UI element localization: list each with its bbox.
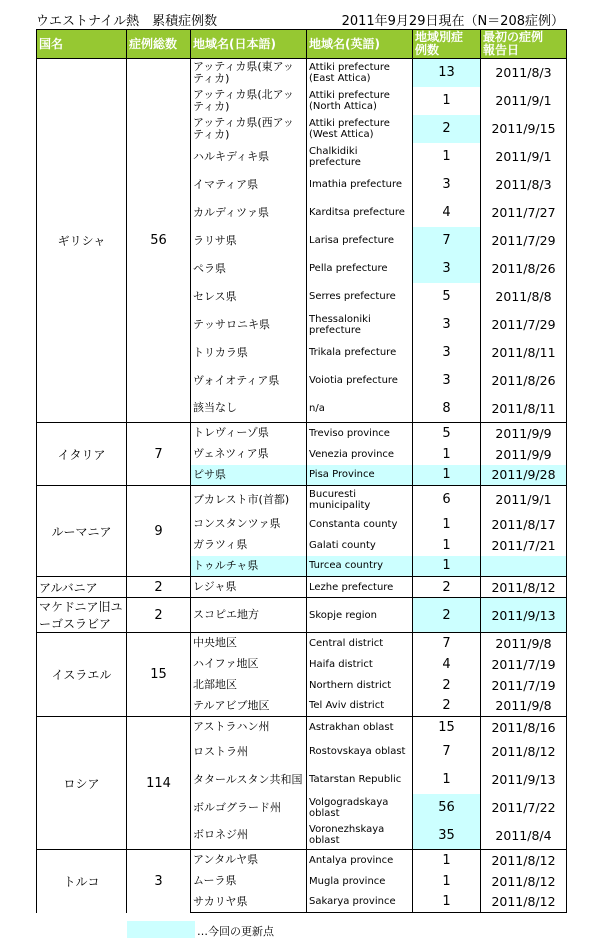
- region-jp-cell: サカリヤ県: [191, 892, 307, 913]
- region-jp-cell: トリカラ県: [191, 339, 307, 367]
- header-region-count: [413, 30, 481, 59]
- first-report-cell: 2011/8/12: [481, 577, 567, 598]
- region-count-cell: 1: [413, 556, 481, 577]
- region-count-cell: 2: [413, 598, 481, 633]
- header-first-report: [481, 30, 567, 59]
- header-first-report-line2: 報告日: [483, 43, 520, 57]
- first-report-cell: 2011/7/27: [481, 199, 567, 227]
- first-report-cell: 2011/9/28: [481, 465, 567, 486]
- country-cell: ギリシャ: [37, 59, 127, 423]
- region-en-cell: n/a: [307, 395, 413, 423]
- region-count-cell: 1: [413, 766, 481, 794]
- region-en-cell: Antalya province: [307, 850, 413, 871]
- as-of-date: 2011年9月29日現在（N＝208症例）: [341, 14, 564, 29]
- region-jp-cell: テッサロニキ県: [191, 311, 307, 339]
- first-report-cell: 2011/8/17: [481, 514, 567, 535]
- country-cell: マケドニア旧ユーゴスラビア: [37, 598, 127, 633]
- header-row: [37, 30, 567, 59]
- region-jp-cell: ヴォイオティア県: [191, 367, 307, 395]
- region-jp-cell: カルディツァ県: [191, 199, 307, 227]
- region-jp-cell: テルアビブ地区: [191, 696, 307, 717]
- first-report-cell: 2011/9/1: [481, 87, 567, 115]
- region-count-cell: 35: [413, 822, 481, 850]
- header-region-en: 地域名(英語): [307, 30, 413, 59]
- first-report-cell: 2011/7/19: [481, 675, 567, 696]
- total-cases-cell: 2: [127, 577, 191, 598]
- region-en-cell: Attiki prefecture (East Attica): [307, 59, 413, 87]
- region-jp-cell: スコピエ地方: [191, 598, 307, 633]
- header-region-jp: 地域名(日本語): [191, 30, 307, 59]
- region-count-cell: 56: [413, 794, 481, 822]
- table-row: [37, 850, 567, 871]
- country-cell: ロシア: [37, 717, 127, 850]
- region-en-cell: Voiotia prefecture: [307, 367, 413, 395]
- region-en-cell: Venezia province: [307, 444, 413, 465]
- first-report-cell: 2011/8/3: [481, 171, 567, 199]
- region-jp-cell: ペラ県: [191, 255, 307, 283]
- region-count-cell: 1: [413, 850, 481, 871]
- region-en-cell: Turcea country: [307, 556, 413, 577]
- first-report-cell: 2011/9/13: [481, 598, 567, 633]
- header-total: 症例総数: [127, 30, 191, 59]
- first-report-cell: 2011/9/8: [481, 633, 567, 654]
- region-count-cell: 2: [413, 675, 481, 696]
- first-report-cell: 2011/9/9: [481, 423, 567, 444]
- header-region-count-line2: 例数: [415, 43, 440, 57]
- region-count-cell: 1: [413, 143, 481, 171]
- first-report-cell: [481, 556, 567, 577]
- table-row: [37, 717, 567, 738]
- first-report-cell: 2011/8/11: [481, 395, 567, 423]
- region-en-cell: Rostovskaya oblast: [307, 738, 413, 766]
- region-count-cell: 8: [413, 395, 481, 423]
- region-en-cell: Galati county: [307, 535, 413, 556]
- first-report-cell: 2011/8/26: [481, 367, 567, 395]
- region-count-cell: 2: [413, 696, 481, 717]
- region-jp-cell: アッティカ県(西アッティカ): [191, 115, 307, 143]
- region-en-cell: Volgogradskaya oblast: [307, 794, 413, 822]
- region-count-cell: 1: [413, 465, 481, 486]
- first-report-cell: 2011/8/11: [481, 339, 567, 367]
- region-en-cell: Karditsa prefecture: [307, 199, 413, 227]
- first-report-cell: 2011/9/1: [481, 486, 567, 514]
- country-cell: ルーマニア: [37, 486, 127, 577]
- region-en-cell: Astrakhan oblast: [307, 717, 413, 738]
- region-count-cell: 7: [413, 738, 481, 766]
- table-title: ウエストナイル熱 累積症例数: [36, 14, 218, 29]
- region-jp-cell: セレス県: [191, 283, 307, 311]
- region-jp-cell: イマティア県: [191, 171, 307, 199]
- first-report-cell: 2011/8/12: [481, 871, 567, 892]
- region-en-cell: Pisa Province: [307, 465, 413, 486]
- region-count-cell: 5: [413, 283, 481, 311]
- region-en-cell: Voronezhskaya oblast: [307, 822, 413, 850]
- legend-swatch: [127, 921, 195, 938]
- first-report-cell: 2011/8/12: [481, 850, 567, 871]
- region-jp-cell: ハイファ地区: [191, 654, 307, 675]
- table-row: [37, 59, 567, 87]
- region-en-cell: Thessaloniki prefecture: [307, 311, 413, 339]
- region-jp-cell: トゥルチャ県: [191, 556, 307, 577]
- region-jp-cell: ヴェネツィア県: [191, 444, 307, 465]
- first-report-cell: 2011/7/29: [481, 311, 567, 339]
- region-count-cell: 3: [413, 339, 481, 367]
- legend-text: …今回の更新点: [197, 925, 274, 938]
- region-en-cell: Lezhe prefecture: [307, 577, 413, 598]
- country-cell: イスラエル: [37, 633, 127, 717]
- region-jp-cell: 該当なし: [191, 395, 307, 423]
- region-count-cell: 2: [413, 577, 481, 598]
- region-jp-cell: アンタルヤ県: [191, 850, 307, 871]
- region-en-cell: Central district: [307, 633, 413, 654]
- region-en-cell: Sakarya province: [307, 892, 413, 913]
- header-region-count-line1: 地域別症: [415, 30, 464, 44]
- region-en-cell: Pella prefecture: [307, 255, 413, 283]
- first-report-cell: 2011/8/12: [481, 738, 567, 766]
- region-en-cell: Northern district: [307, 675, 413, 696]
- region-jp-cell: タタールスタン共和国: [191, 766, 307, 794]
- region-jp-cell: アッティカ県(北アッティカ): [191, 87, 307, 115]
- total-cases-cell: 56: [127, 59, 191, 423]
- region-jp-cell: ムーラ県: [191, 871, 307, 892]
- region-jp-cell: ボルゴグラード州: [191, 794, 307, 822]
- first-report-cell: 2011/7/19: [481, 654, 567, 675]
- region-en-cell: Tel Aviv district: [307, 696, 413, 717]
- region-count-cell: 1: [413, 444, 481, 465]
- total-cases-cell: 114: [127, 717, 191, 850]
- region-jp-cell: ピサ県: [191, 465, 307, 486]
- first-report-cell: 2011/9/13: [481, 766, 567, 794]
- cases-table: [36, 29, 567, 913]
- region-en-cell: Treviso province: [307, 423, 413, 444]
- region-jp-cell: アストラハン州: [191, 717, 307, 738]
- region-en-cell: Tatarstan Republic: [307, 766, 413, 794]
- region-count-cell: 7: [413, 227, 481, 255]
- table-row: [37, 486, 567, 514]
- region-en-cell: Skopje region: [307, 598, 413, 633]
- legend: [127, 921, 397, 939]
- region-jp-cell: トレヴィーゾ県: [191, 423, 307, 444]
- region-count-cell: 1: [413, 535, 481, 556]
- first-report-cell: 2011/8/4: [481, 822, 567, 850]
- table-body: [37, 59, 567, 913]
- region-jp-cell: ロストラ州: [191, 738, 307, 766]
- region-count-cell: 1: [413, 87, 481, 115]
- first-report-cell: 2011/7/22: [481, 794, 567, 822]
- region-jp-cell: ハルキディキ県: [191, 143, 307, 171]
- first-report-cell: 2011/7/29: [481, 227, 567, 255]
- table-row: [37, 633, 567, 654]
- first-report-cell: 2011/7/21: [481, 535, 567, 556]
- region-en-cell: Bucuresti municipality: [307, 486, 413, 514]
- first-report-cell: 2011/8/26: [481, 255, 567, 283]
- first-report-cell: 2011/9/1: [481, 143, 567, 171]
- region-en-cell: Chalkidiki prefecture: [307, 143, 413, 171]
- region-en-cell: Mugla province: [307, 871, 413, 892]
- region-count-cell: 13: [413, 59, 481, 87]
- region-en-cell: Imathia prefecture: [307, 171, 413, 199]
- first-report-cell: 2011/9/8: [481, 696, 567, 717]
- region-count-cell: 3: [413, 311, 481, 339]
- country-cell: イタリア: [37, 423, 127, 486]
- region-en-cell: Constanta county: [307, 514, 413, 535]
- first-report-cell: 2011/9/15: [481, 115, 567, 143]
- total-cases-cell: 3: [127, 850, 191, 913]
- region-jp-cell: ボロネジ州: [191, 822, 307, 850]
- table-row: [37, 598, 567, 633]
- region-en-cell: Attiki prefecture (West Attica): [307, 115, 413, 143]
- region-jp-cell: 北部地区: [191, 675, 307, 696]
- country-cell: アルバニア: [37, 577, 127, 598]
- title-bar: [36, 8, 566, 28]
- region-count-cell: 7: [413, 633, 481, 654]
- total-cases-cell: 2: [127, 598, 191, 633]
- region-count-cell: 5: [413, 423, 481, 444]
- region-jp-cell: レジャ県: [191, 577, 307, 598]
- region-count-cell: 3: [413, 171, 481, 199]
- first-report-cell: 2011/8/12: [481, 892, 567, 913]
- first-report-cell: 2011/9/9: [481, 444, 567, 465]
- total-cases-cell: 9: [127, 486, 191, 577]
- region-count-cell: 3: [413, 367, 481, 395]
- country-cell: トルコ: [37, 850, 127, 913]
- region-en-cell: Trikala prefecture: [307, 339, 413, 367]
- region-count-cell: 4: [413, 199, 481, 227]
- table-row: [37, 577, 567, 598]
- region-count-cell: 1: [413, 871, 481, 892]
- region-en-cell: Haifa district: [307, 654, 413, 675]
- region-count-cell: 1: [413, 892, 481, 913]
- total-cases-cell: 7: [127, 423, 191, 486]
- region-jp-cell: コンスタンツァ県: [191, 514, 307, 535]
- total-cases-cell: 15: [127, 633, 191, 717]
- first-report-cell: 2011/8/8: [481, 283, 567, 311]
- region-count-cell: 1: [413, 514, 481, 535]
- region-count-cell: 2: [413, 115, 481, 143]
- table-row: [37, 423, 567, 444]
- region-count-cell: 15: [413, 717, 481, 738]
- region-count-cell: 4: [413, 654, 481, 675]
- region-jp-cell: ガラツィ県: [191, 535, 307, 556]
- region-jp-cell: ラリサ県: [191, 227, 307, 255]
- region-en-cell: Serres prefecture: [307, 283, 413, 311]
- header-country: 国名: [37, 30, 127, 59]
- header-first-report-line1: 最初の症例: [483, 30, 544, 44]
- region-jp-cell: 中央地区: [191, 633, 307, 654]
- region-jp-cell: アッティカ県(東アッティカ): [191, 59, 307, 87]
- first-report-cell: 2011/8/16: [481, 717, 567, 738]
- region-jp-cell: ブカレスト市(首都): [191, 486, 307, 514]
- region-en-cell: Larisa prefecture: [307, 227, 413, 255]
- region-en-cell: Attiki prefecture (North Attica): [307, 87, 413, 115]
- region-count-cell: 6: [413, 486, 481, 514]
- first-report-cell: 2011/8/3: [481, 59, 567, 87]
- region-count-cell: 3: [413, 255, 481, 283]
